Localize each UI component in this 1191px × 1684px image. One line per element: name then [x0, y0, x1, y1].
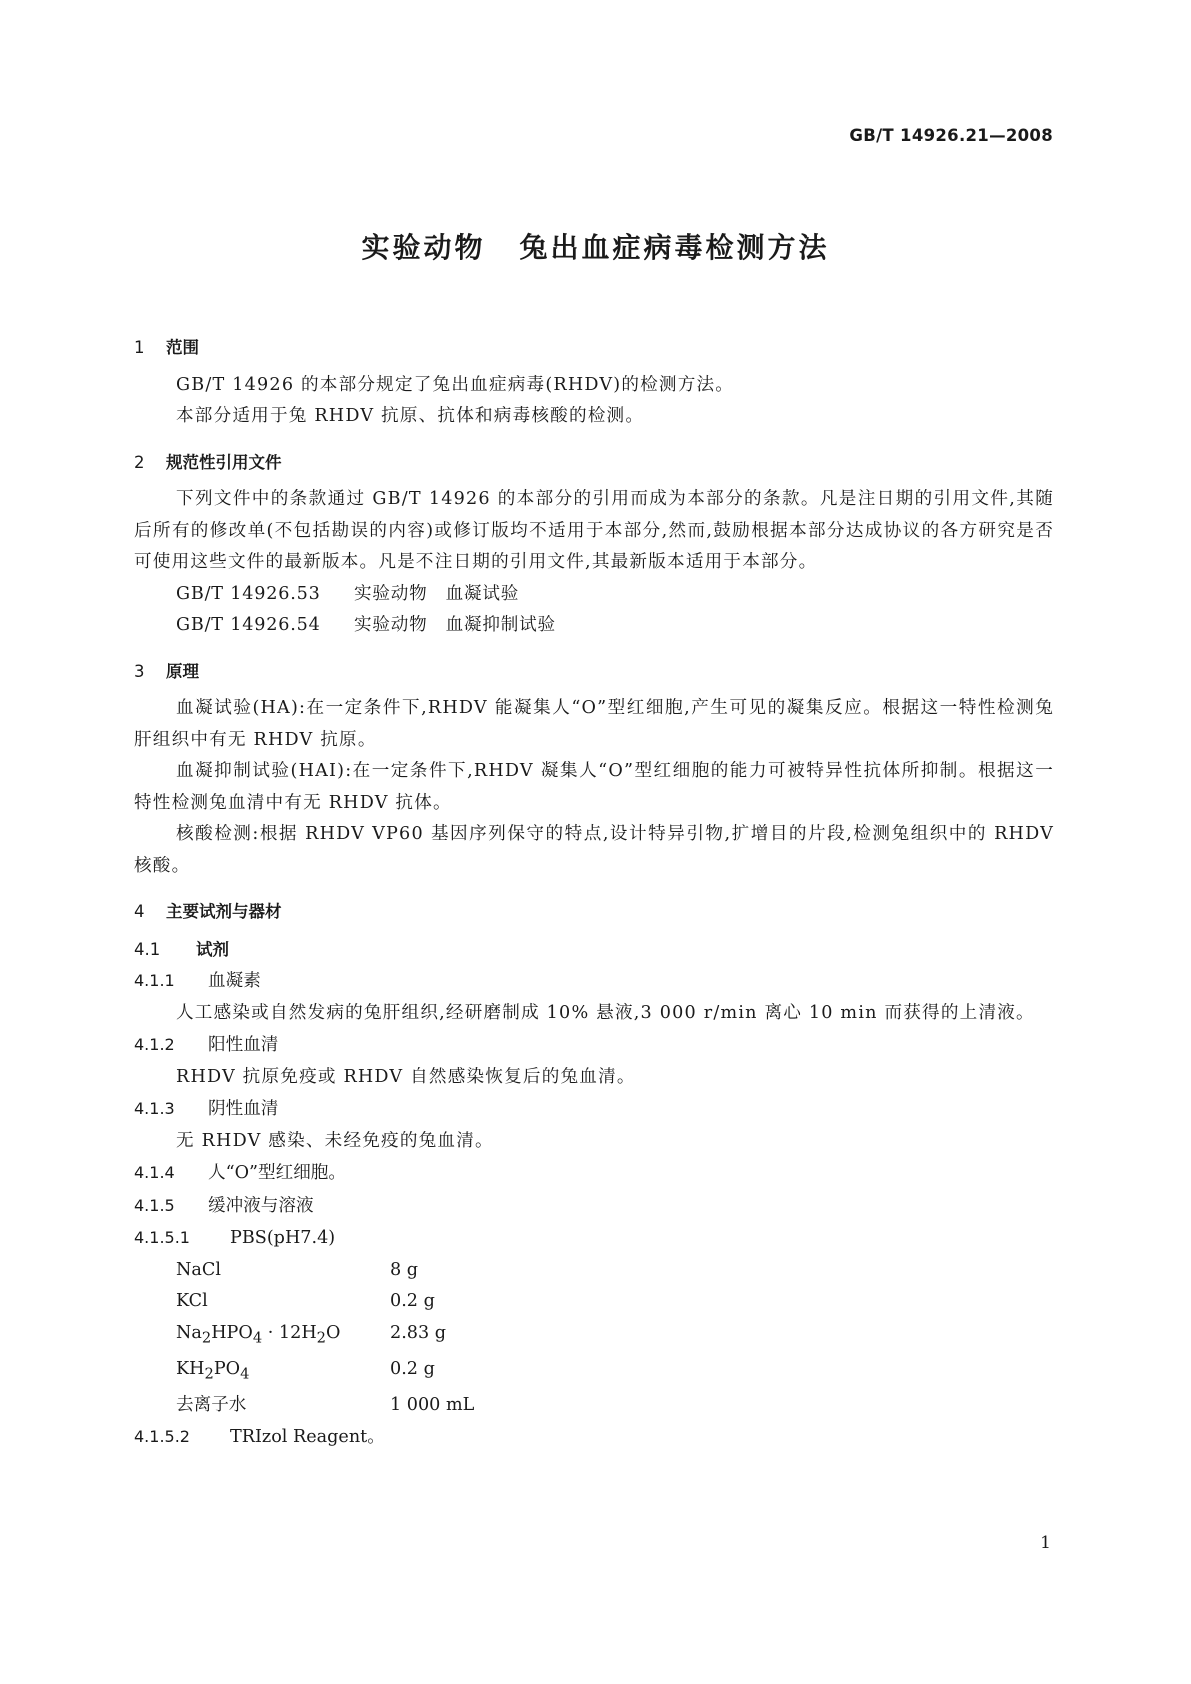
section-3-para-2: 血凝抑制试验(HAI):在一定条件下,RHDV 凝集人“O”型红细胞的能力可被特异性抗体所抑制。根据这一特性检测兔血清中有无 RHDV 抗体。: [134, 761, 1054, 813]
clause-4-1-2-heading: 4.1.2 阳性血清: [134, 1035, 279, 1055]
normative-reference: GB/T 14926.53 实验动物 血凝试验: [176, 583, 520, 604]
table-row: $Na_2HPO_4 \cdot 12H_2O$ 2.83 g: [176, 1322, 447, 1347]
section-2-para: 下列文件中的条款通过 GB/T 14926 的本部分的引用而成为本部分的条款。凡是注日期的引用文件,其随后所有的修改单(不包括勘误的内容)或修订版均不适用于本部分,然而,鼓励根据本部分达成协议的各方研究是否可使用这些文件的最新版本。凡是不注日期的引用文件,其最新版本适用于本部分。: [134, 489, 1054, 572]
pbs-formula-table: [134, 1255, 1054, 1422]
clause-4-1-1-heading: 4.1.1 血凝素: [134, 971, 261, 991]
document-body: [134, 322, 1054, 1454]
clause-4-1-4-heading: 4.1.4 人“O”型红细胞。: [134, 1163, 346, 1183]
page-number: 1: [1040, 1533, 1051, 1553]
clause-4-1-1-para: 人工感染或自然发病的兔肝组织,经研磨制成 10% 悬液,3 000 r/min 离心 10 min 而获得的上清液。: [176, 1002, 1035, 1023]
clause-4-1-5-heading: 4.1.5 缓冲液与溶液: [134, 1195, 314, 1216]
clause-4-1-5-1-heading: 4.1.5.1 PBS(pH7.4): [134, 1228, 336, 1248]
normative-reference: GB/T 14926.54 实验动物 血凝抑制试验: [176, 615, 556, 635]
table-row: 去离子水 1 000 mL: [176, 1394, 475, 1415]
clause-4-1-2-para: RHDV 抗原免疫或 RHDV 自然感染恢复后的兔血清。: [176, 1066, 636, 1087]
clause-4-1-3-para: 无 RHDV 感染、未经免疫的兔血清。: [176, 1130, 494, 1151]
section-1-heading: 1 范围: [134, 338, 199, 357]
section-4-heading: 4 主要试剂与器材: [134, 902, 282, 921]
document-title: [0, 226, 1191, 266]
clause-4-1-5-2-heading: 4.1.5.2 TRIzol Reagent。: [134, 1427, 385, 1448]
section-2-heading: 2 规范性引用文件: [134, 452, 282, 472]
section-3-heading: 3 原理: [134, 661, 199, 681]
section-1-para-1: GB/T 14926 的本部分规定了兔出血症病毒(RHDV)的检测方法。: [176, 374, 735, 395]
table-row: KCl 0.2 g: [176, 1291, 435, 1311]
subsection-4-1-heading: 4.1 试剂: [134, 939, 229, 959]
title-part-2: 兔出血症病毒检测方法: [519, 231, 830, 264]
standard-code: GB/T 14926.21—2008: [849, 126, 1053, 145]
section-1-para-2: 本部分适用于兔 RHDV 抗原、抗体和病毒核酸的检测。: [176, 406, 645, 426]
title-part-1: 实验动物: [361, 231, 486, 264]
table-row: $KH_2PO_4$ 0.2 g: [176, 1358, 435, 1383]
clause-4-1-3-heading: 4.1.3 阴性血清: [134, 1099, 279, 1119]
section-3-para-3: 核酸检测:根据 RHDV VP60 基因序列保守的特点,设计特异引物,扩增目的片段,检测兔组织中的 RHDV 核酸。: [134, 824, 1054, 876]
table-row: NaCl 8 g: [176, 1259, 419, 1280]
section-3-para-1: 血凝试验(HA):在一定条件下,RHDV 能凝集人“O”型红细胞,产生可见的凝集反应。根据这一特性检测兔肝组织中有无 RHDV 抗原。: [134, 698, 1054, 750]
